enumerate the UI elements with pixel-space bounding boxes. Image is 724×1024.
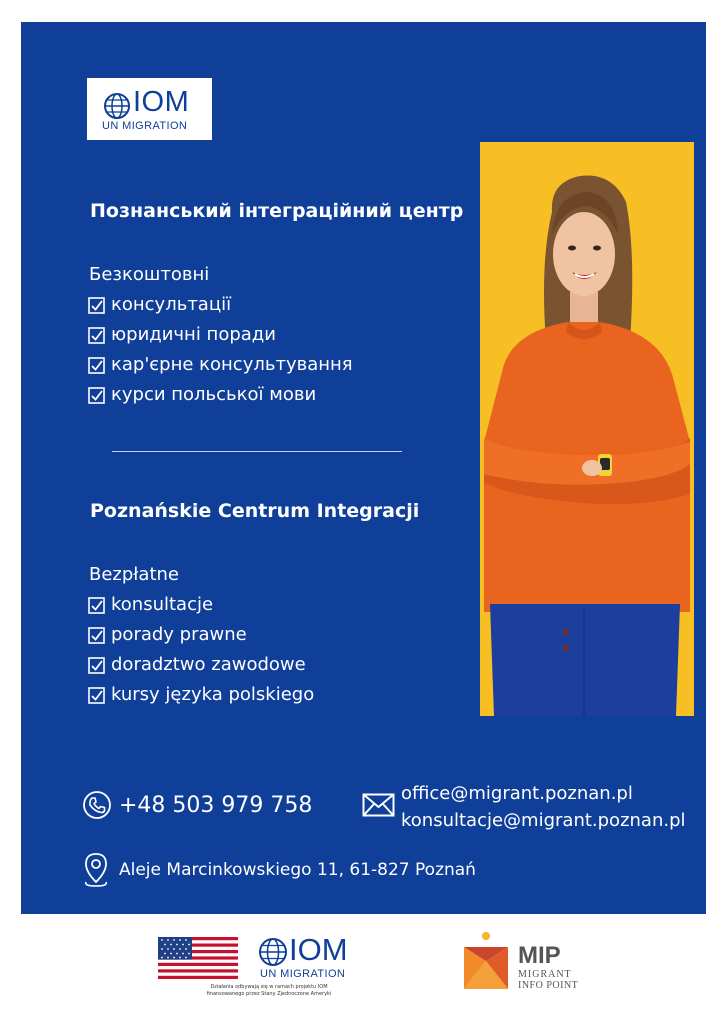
services-list-ukrainian: [88, 260, 353, 410]
list-item-label: kursy języka polskiego: [111, 684, 315, 705]
services-intro-ukrainian: Безкоштовні: [89, 264, 210, 285]
checkbox-icon: [88, 687, 105, 704]
phone-number[interactable]: +48 503 979 758: [119, 793, 313, 818]
list-item-label: консультації: [111, 294, 232, 315]
woman-photo: [480, 142, 694, 716]
list-item: [88, 590, 314, 620]
email-list: [401, 780, 686, 834]
list-item: [88, 650, 314, 680]
email-office[interactable]: office@migrant.poznan.pl: [401, 783, 633, 804]
checkbox-icon: [88, 327, 105, 344]
list-item: [88, 380, 353, 410]
heading-polish: Poznańskie Centrum Integracji: [90, 500, 420, 522]
funding-note-line: finansowanego przez Stany Zjednoczone Ameryki: [206, 991, 332, 997]
checkbox-icon: [88, 387, 105, 404]
address: Aleje Marcinkowskiego 11, 61-827 Poznań: [119, 860, 476, 880]
funding-note: [186, 984, 352, 998]
checkbox-icon: [88, 597, 105, 614]
mip-subtitle-2: INFO POINT: [518, 980, 579, 991]
checkbox-icon: [88, 357, 105, 374]
us-flag: [158, 937, 238, 979]
iom-footer-tagline: UN MIGRATION: [260, 968, 346, 980]
iom-logo: [87, 78, 212, 140]
checkbox-icon: [88, 657, 105, 674]
iom-footer-logo: [258, 934, 378, 984]
services-intro-polish: Bezpłatne: [89, 564, 179, 585]
globe-icon: [258, 937, 288, 967]
section-divider: [112, 451, 402, 452]
list-item: [88, 350, 353, 380]
list-item: [88, 320, 353, 350]
mip-title: MIP: [518, 942, 561, 969]
mip-subtitle-1: MIGRANT: [518, 969, 572, 980]
funding-note-line: Działania odbywają się w ramach projektu IOM: [210, 984, 328, 990]
globe-icon: [103, 92, 131, 120]
mail-icon: [362, 793, 395, 817]
iom-footer-text: IOM: [289, 932, 348, 967]
iom-logo-tagline: UN MIGRATION: [102, 120, 188, 132]
list-item-label: кар'єрне консультування: [111, 354, 353, 375]
list-item: [88, 620, 314, 650]
heading-ukrainian: Познанський інтеграційний центр: [90, 200, 464, 222]
email-consultations[interactable]: konsultacje@migrant.poznan.pl: [401, 810, 686, 831]
iom-logo-text: IOM: [133, 86, 190, 118]
list-item-label: курси польської мови: [111, 384, 317, 405]
woman-illustration: [480, 142, 694, 716]
checkbox-icon: [88, 627, 105, 644]
poster: [21, 22, 706, 914]
list-item-label: porady prawne: [111, 624, 247, 645]
phone-icon: [82, 790, 112, 820]
services-list-polish: [88, 560, 314, 710]
checkbox-icon: [88, 297, 105, 314]
list-item-label: юридичні поради: [111, 324, 276, 345]
list-item-label: konsultacje: [111, 594, 214, 615]
location-pin-icon: [82, 852, 110, 888]
list-item: [88, 680, 314, 710]
list-item-label: doradztwo zawodowe: [111, 654, 306, 675]
mip-logo-icon: [462, 931, 510, 993]
list-item: [88, 290, 353, 320]
